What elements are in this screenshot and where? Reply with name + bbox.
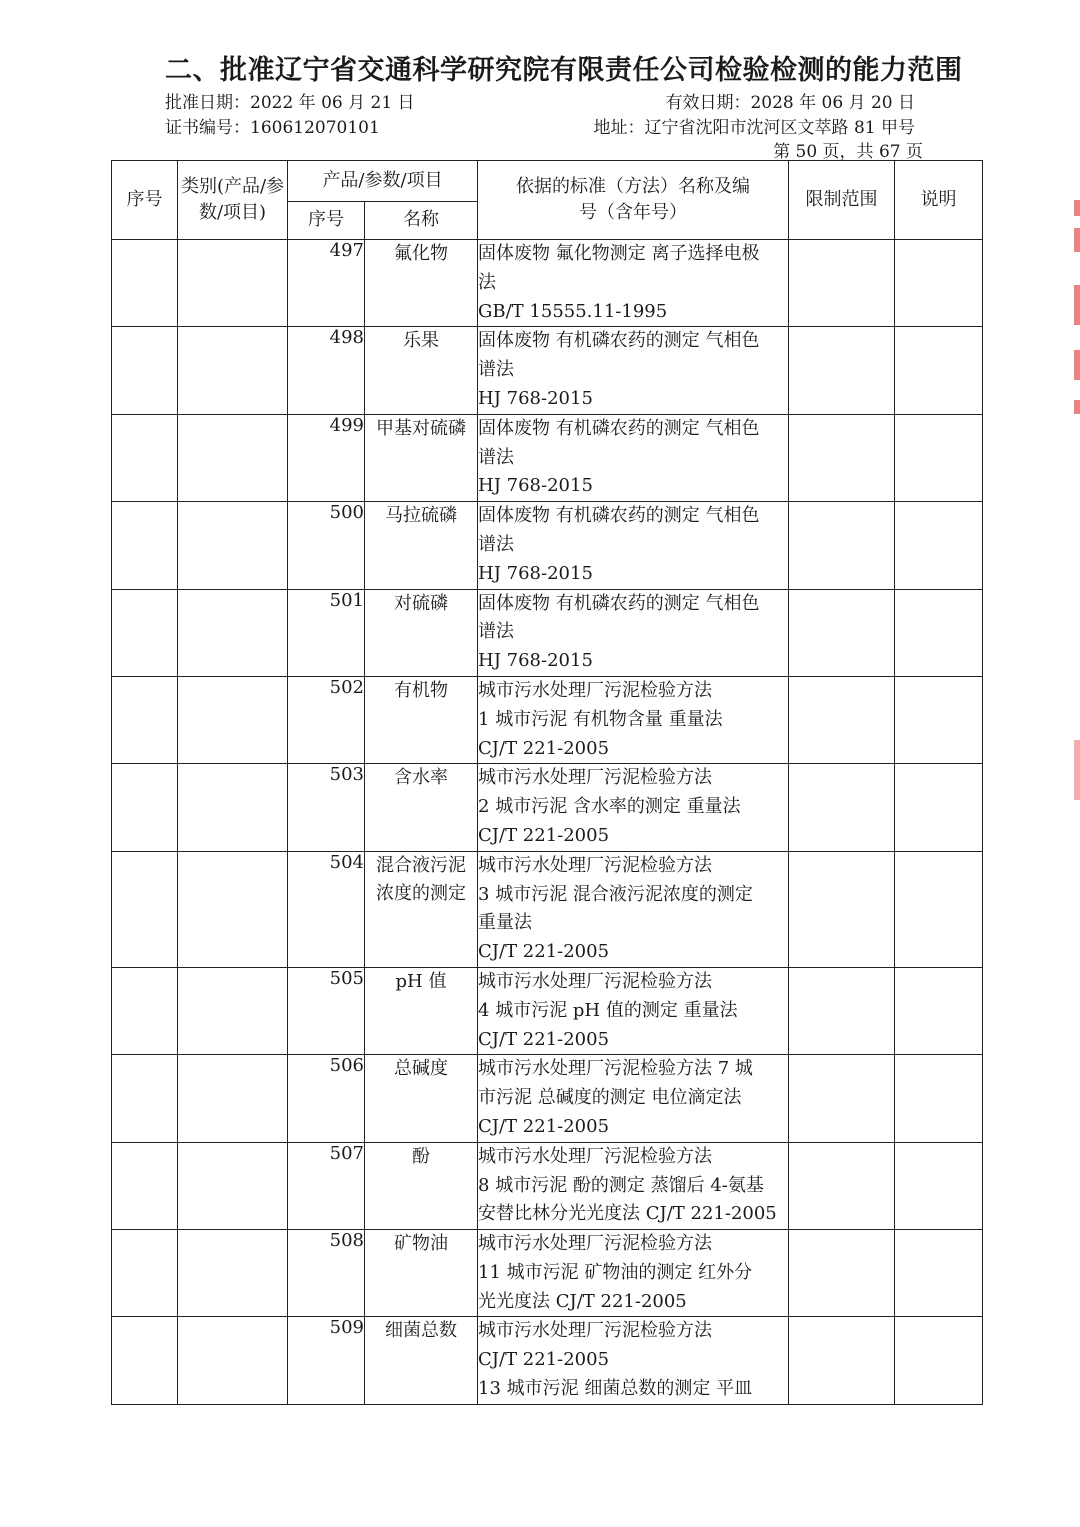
seal-stamp-fragment [1074,200,1080,216]
standard-line: 城市污水处理厂污泥检验方法 [478,767,713,789]
item-name [365,851,478,967]
seal-stamp-fragment [1074,740,1080,800]
item-number: 502 [288,676,365,763]
col-header-category-label: 类别(产品/参数/项目) [180,175,285,223]
table-row [112,327,983,414]
item-standard [478,589,789,676]
standard-line: 谱法 [478,621,515,643]
item-name: 甲基对硫磷 [365,414,478,501]
col-header-sub-seq: 序号 [288,202,365,240]
item-number: 508 [288,1230,365,1317]
item-name: 乐果 [365,327,478,414]
standard-line: 城市污水处理厂污泥检验方法 [478,1233,713,1255]
capability-table [111,160,983,1405]
item-number: 504 [288,851,365,967]
standard-line: CJ/T 221-2005 [478,737,610,759]
certificate-number: 证书编号：160612070101 [165,118,380,138]
standard-line: 1 城市污泥 有机物含量 重量法 [478,708,723,730]
standard-line: CJ/T 221-2005 [478,1115,610,1137]
item-name: 酚 [365,1142,478,1229]
item-standard [478,1055,789,1142]
page-number: 第 50 页，共 67 页 [773,142,923,162]
item-name-text: 混合液污泥浓度的测定 [376,854,466,904]
item-standard [478,414,789,501]
standard-line: 谱法 [478,359,515,381]
standard-line: 8 城市污泥 酚的测定 蒸馏后 4-氨基 [478,1174,764,1196]
standard-line: 2 城市污泥 含水率的测定 重量法 [478,796,741,818]
table-row [112,967,983,1054]
standard-line: CJ/T 221-2005 [478,824,610,846]
approval-date: 批准日期：2022 年 06 月 21 日 [165,93,415,113]
item-name: 马拉硫磷 [365,502,478,589]
item-name: 对硫磷 [365,589,478,676]
item-name: 氟化物 [365,240,478,327]
standard-line: 城市污水处理厂污泥检验方法 [478,1145,713,1167]
item-name: 有机物 [365,676,478,763]
item-standard [478,327,789,414]
standard-line: GB/T 15555.11-1995 [478,300,668,322]
col-header-product-group: 产品/参数/项目 [288,161,478,202]
col-header-standard: 依据的标准（方法）名称及编号（含年号） [478,161,789,240]
item-number: 507 [288,1142,365,1229]
col-header-note: 说明 [895,161,983,240]
standard-line: 13 城市污泥 细菌总数的测定 平皿 [478,1378,753,1400]
item-standard [478,240,789,327]
standard-line: HJ 768-2015 [478,475,593,497]
item-standard [478,764,789,851]
col-header-limit: 限制范围 [789,161,895,240]
item-number: 501 [288,589,365,676]
standard-line: 光光度法 CJ/T 221-2005 [478,1290,687,1312]
table-row [112,240,983,327]
seal-stamp-fragment [1074,285,1080,325]
standard-line: 固体废物 氟化物测定 离子选择电极 [478,243,760,264]
standard-line: 重量法 [478,912,533,934]
item-number: 503 [288,764,365,851]
table-row [112,764,983,851]
item-number: 500 [288,502,365,589]
standard-line: HJ 768-2015 [478,387,593,409]
standard-line: 固体废物 有机磷农药的测定 气相色 [478,505,760,527]
item-number: 499 [288,414,365,501]
standard-line: 3 城市污泥 混合液污泥浓度的测定 [478,883,753,905]
table-row [112,1055,983,1142]
seal-stamp-fragment [1074,228,1080,252]
standard-line: 11 城市污泥 矿物油的测定 红外分 [478,1261,753,1283]
standard-line: HJ 768-2015 [478,650,593,672]
item-standard [478,676,789,763]
standard-line: CJ/T 221-2005 [478,1349,610,1371]
standard-line: 城市污水处理厂污泥检验方法 7 城 [478,1058,753,1080]
standard-line: 谱法 [478,533,515,555]
item-standard [478,1142,789,1229]
item-number: 509 [288,1317,365,1404]
standard-line: 城市污水处理厂污泥检验方法 [478,854,713,876]
table-row [112,589,983,676]
item-name: 含水率 [365,764,478,851]
item-name: 矿物油 [365,1230,478,1317]
item-standard [478,1230,789,1317]
item-standard [478,851,789,967]
item-number: 505 [288,967,365,1054]
table-row [112,502,983,589]
table-row [112,851,983,967]
col-header-seq: 序号 [112,161,178,240]
standard-line: 安替比林分光光度法 CJ/T 221-2005 [478,1203,777,1225]
table-row [112,1142,983,1229]
standard-line: 固体废物 有机磷农药的测定 气相色 [478,330,760,352]
standard-line: 固体废物 有机磷农药的测定 气相色 [478,592,760,614]
standard-line: 城市污水处理厂污泥检验方法 [478,1320,713,1342]
seal-stamp-fragment [1074,350,1080,380]
seal-stamp-fragment [1074,400,1080,414]
item-standard [478,1317,789,1404]
item-number: 497 [288,240,365,327]
item-name: pH 值 [365,967,478,1054]
item-standard [478,502,789,589]
valid-date: 有效日期：2028 年 06 月 20 日 [665,93,915,113]
standard-line: HJ 768-2015 [478,562,593,584]
standard-line: 谱法 [478,446,515,468]
standard-line: 法 [478,271,497,293]
item-name: 细菌总数 [365,1317,478,1404]
standard-line: 4 城市污泥 pH 值的测定 重量法 [478,999,738,1021]
address: 地址：辽宁省沈阳市沈河区文萃路 81 甲号 [593,118,915,138]
standard-line: 城市污水处理厂污泥检验方法 [478,970,713,992]
standard-line: 城市污水处理厂污泥检验方法 [478,679,713,701]
table-row [112,414,983,501]
standard-line: CJ/T 221-2005 [478,941,610,963]
item-name: 总碱度 [365,1055,478,1142]
item-number: 498 [288,327,365,414]
standard-line: CJ/T 221-2005 [478,1028,610,1050]
item-number: 506 [288,1055,365,1142]
page-title: 二、批准辽宁省交通科学研究院有限责任公司检验检测的能力范围 [165,55,963,86]
standard-line: 市污泥 总碱度的测定 电位滴定法 [478,1087,742,1109]
table-row [112,1230,983,1317]
col-header-sub-name: 名称 [365,202,478,240]
item-standard [478,967,789,1054]
table-row [112,676,983,763]
col-header-category [178,161,288,240]
table-row [112,1317,983,1404]
standard-line: 固体废物 有机磷农药的测定 气相色 [478,417,760,439]
